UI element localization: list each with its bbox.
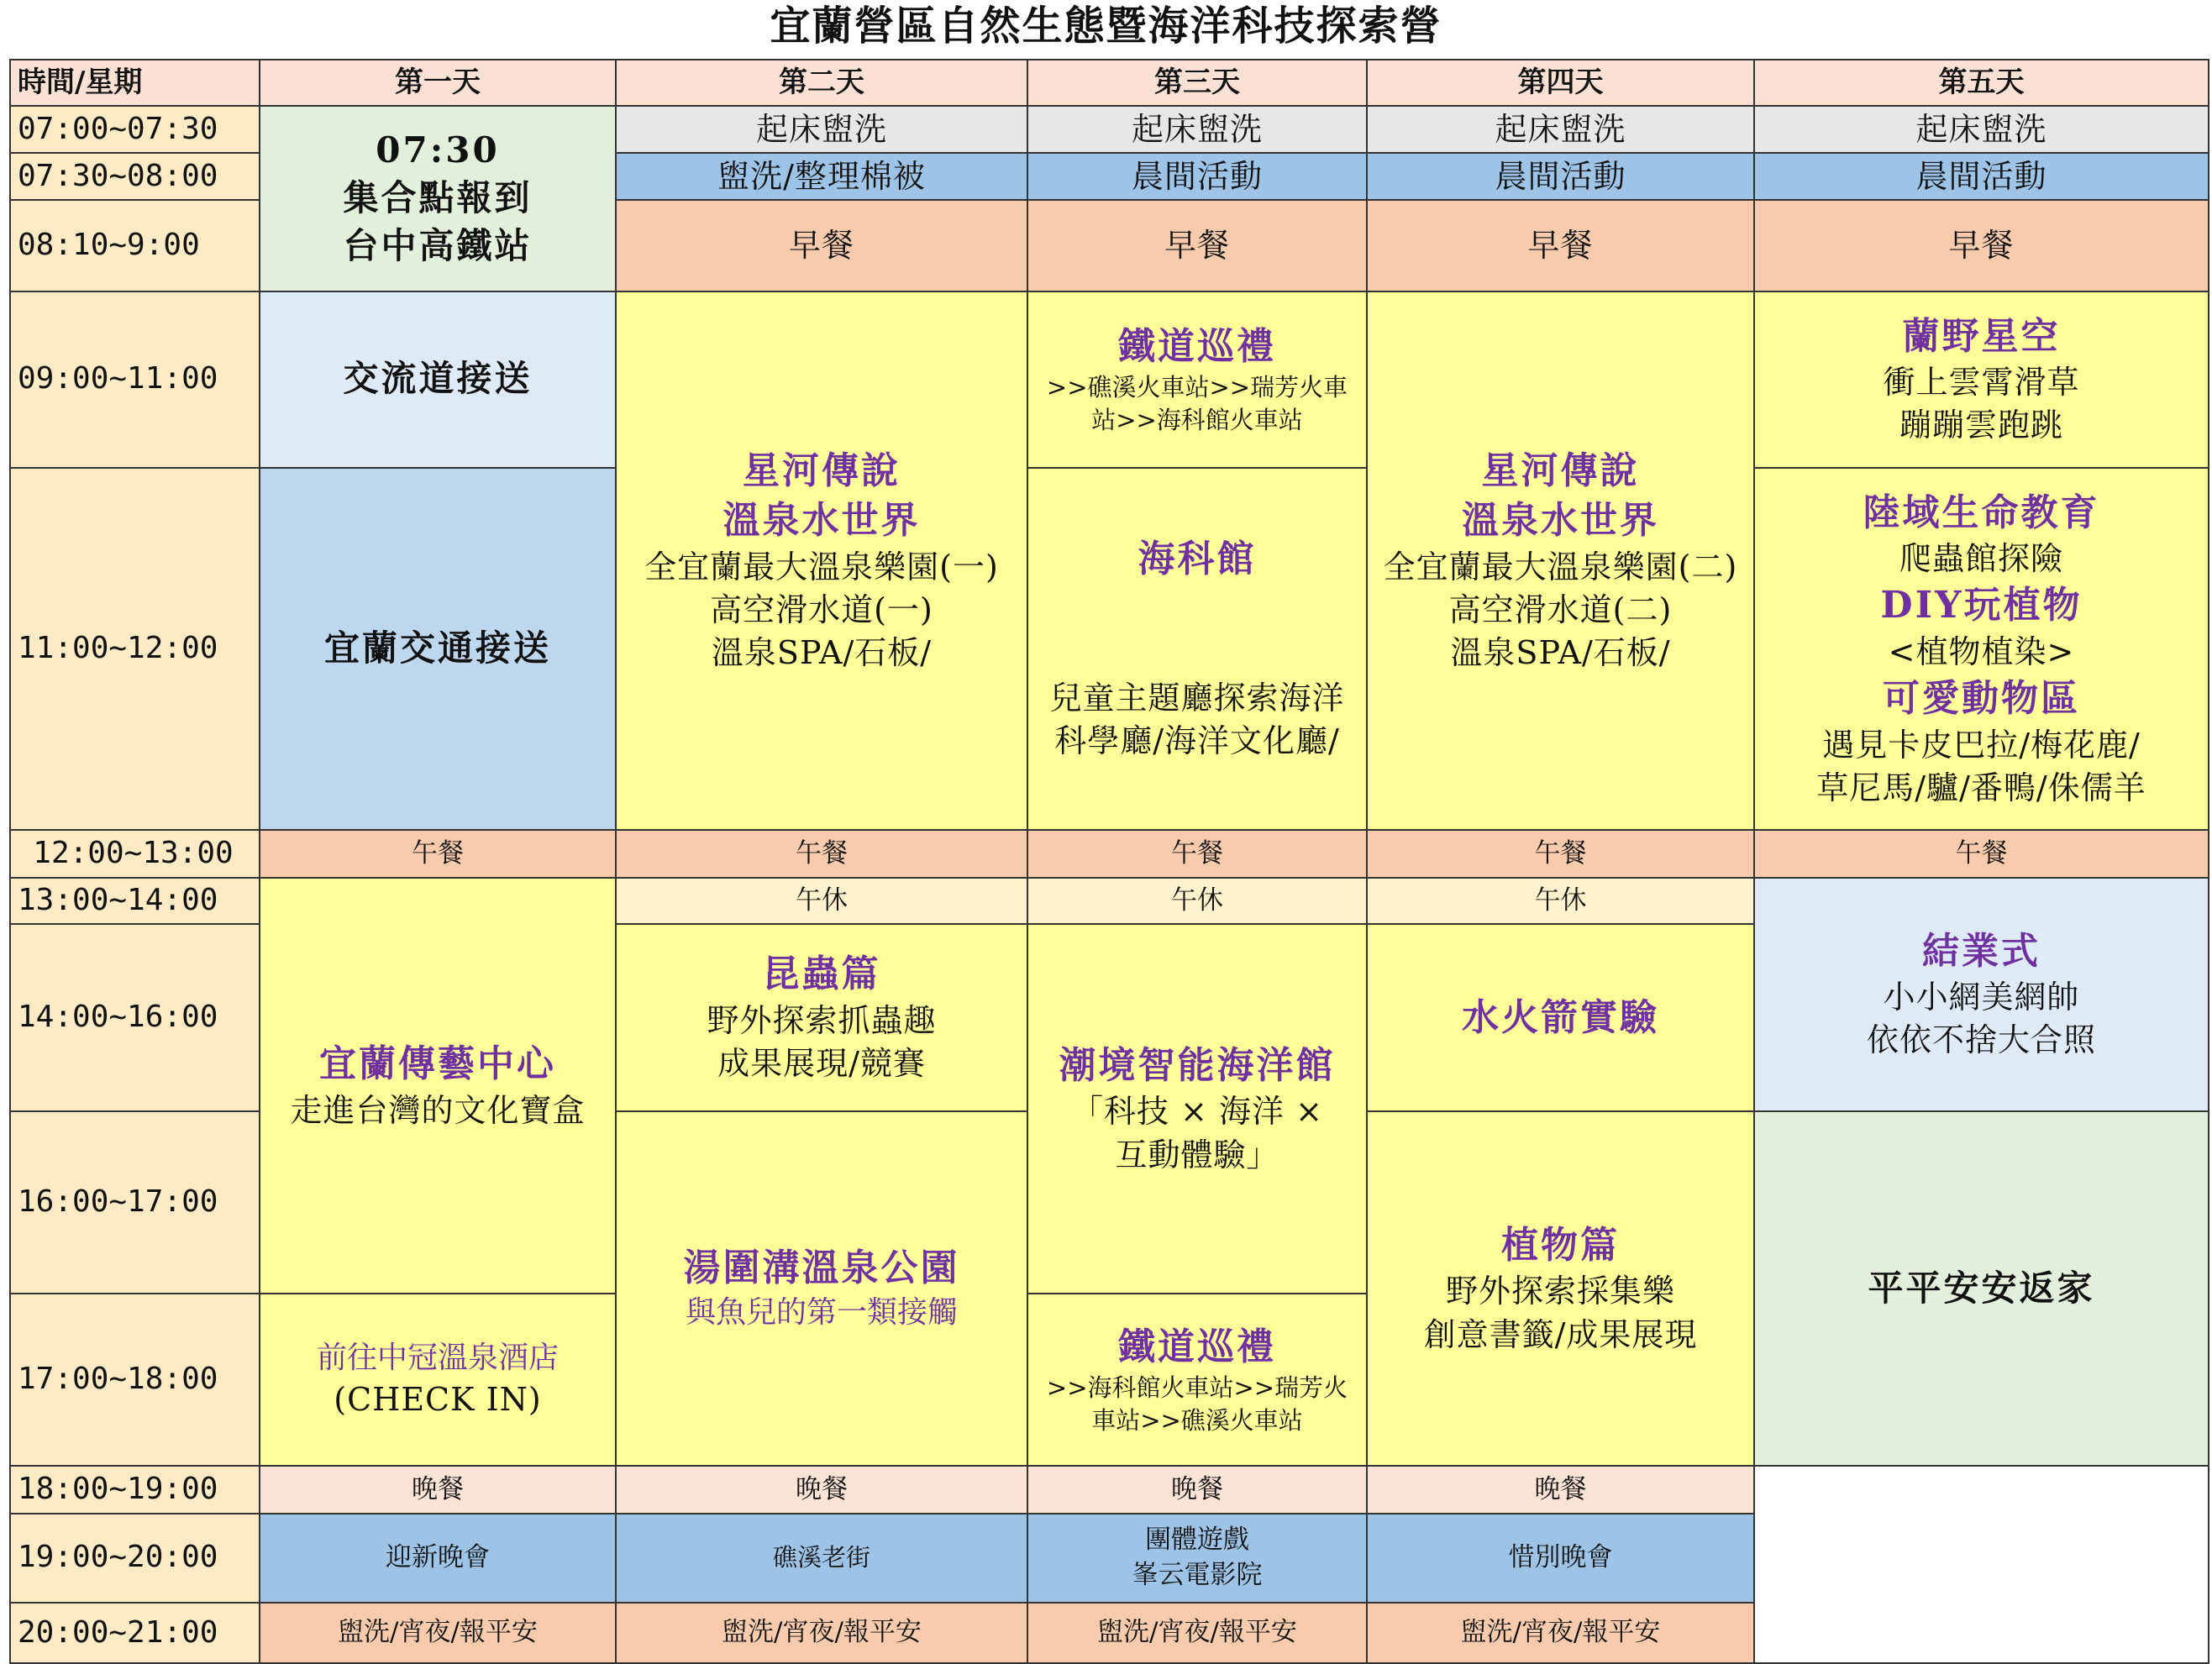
day2-wake: 起床盥洗 <box>616 106 1027 153</box>
day5-star-cell <box>1754 291 2209 468</box>
time-label: 07:00~07:30 <box>10 106 260 153</box>
day-header-4: 第四天 <box>1367 60 1754 106</box>
day3-rail2-cell <box>1027 1294 1367 1466</box>
day4-am-title2: 溫泉水世界 <box>1462 499 1659 543</box>
day3-nap: 午休 <box>1027 878 1367 924</box>
day4-morning: 晨間活動 <box>1367 153 1754 200</box>
day5-animal-line1: 遇見卡皮巴拉/梅花鹿/ <box>1822 726 2141 764</box>
day2-insect-title: 昆蟲篇 <box>762 953 881 996</box>
day1-night: 盥洗/宵夜/報平安 <box>260 1603 616 1663</box>
day3-breakfast: 早餐 <box>1027 200 1367 291</box>
day5-lunch: 午餐 <box>1754 830 2209 878</box>
day2-evening: 礁溪老街 <box>616 1514 1027 1603</box>
day2-am-line3: 溫泉SPA/石板/ <box>711 634 933 672</box>
day1-hotel-cell <box>260 1294 616 1466</box>
day2-night: 盥洗/宵夜/報平安 <box>616 1603 1027 1663</box>
day2-dinner: 晚餐 <box>616 1466 1027 1513</box>
day4-am-title1: 星河傳說 <box>1481 449 1640 492</box>
day1-arts-cell <box>260 878 616 1294</box>
day3-wake: 起床盥洗 <box>1027 106 1367 153</box>
day4-lunch: 午餐 <box>1367 830 1754 878</box>
day4-am-line3: 溫泉SPA/石板/ <box>1450 634 1671 672</box>
day5-diy-line1: <植物植染> <box>1888 633 2075 670</box>
time-label: 14:00~16:00 <box>10 924 260 1110</box>
day3-morning: 晨間活動 <box>1027 153 1367 200</box>
day3-rail2-line1: >>海科館火車站>>瑞芳火 <box>1046 1373 1348 1403</box>
day3-ocean-cell <box>1027 924 1367 1294</box>
day2-am-title2: 溫泉水世界 <box>722 499 921 543</box>
corner-header: 時間/星期 <box>10 60 260 106</box>
day3-rail1-line2: 站>>海科館火車站 <box>1091 406 1303 435</box>
day5-animal-line2: 草尼馬/驢/番鴨/侏儒羊 <box>1816 769 2146 806</box>
day5-star-title: 蘭野星空 <box>1902 314 2061 358</box>
day2-insect-line2: 成果展現/競賽 <box>717 1045 926 1083</box>
day4-am-line1: 全宜蘭最大溫泉樂園(二) <box>1383 548 1738 585</box>
day2-park-title: 湯圍溝溫泉公園 <box>683 1246 960 1289</box>
day-header-3: 第三天 <box>1027 60 1367 106</box>
day5-morning: 晨間活動 <box>1754 153 2209 200</box>
header-row <box>10 60 2209 106</box>
day3-museum-cell <box>1027 468 1367 830</box>
day2-nap: 午休 <box>616 878 1027 924</box>
time-label: 16:00~17:00 <box>10 1111 260 1294</box>
day3-evening-line1: 團體遊戲 <box>1145 1524 1249 1555</box>
day3-ocean-line1: 「科技 × 海洋 × <box>1071 1093 1323 1131</box>
day3-night: 盥洗/宵夜/報平安 <box>1027 1603 1367 1663</box>
day2-insect-line1: 野外探索抓蟲趣 <box>707 1001 937 1039</box>
day1-lunch: 午餐 <box>260 830 616 878</box>
table-row <box>10 468 2209 830</box>
schedule-table <box>9 59 2209 1664</box>
day1-interchange: 交流道接送 <box>260 291 616 468</box>
day-header-1: 第一天 <box>260 60 616 106</box>
time-label: 13:00~14:00 <box>10 878 260 924</box>
day2-park-sub: 與魚兒的第一類接觸 <box>685 1295 958 1331</box>
day1-yilan-transport: 宜蘭交通接送 <box>260 468 616 830</box>
day4-plant-cell <box>1367 1111 1754 1467</box>
time-label: 08:10~9:00 <box>10 200 260 291</box>
day1-hotel-sub: (CHECK IN) <box>334 1381 542 1419</box>
day4-night: 盥洗/宵夜/報平安 <box>1367 1603 1754 1663</box>
day2-insect-cell <box>616 924 1027 1110</box>
table-row <box>10 1466 2209 1513</box>
day3-dinner: 晚餐 <box>1027 1466 1367 1513</box>
day4-evening: 惜別晚會 <box>1367 1514 1754 1603</box>
day5-breakfast: 早餐 <box>1754 200 2209 291</box>
day3-rail1-cell <box>1027 291 1367 468</box>
checkin-station: 台中高鐵站 <box>343 224 533 266</box>
time-label: 07:30~08:00 <box>10 153 260 200</box>
day4-wake: 起床盥洗 <box>1367 106 1754 153</box>
day2-hotspring-cell <box>616 291 1027 830</box>
checkin-place: 集合點報到 <box>343 176 533 218</box>
day5-life-title: 陸域生命教育 <box>1863 491 2100 534</box>
day2-breakfast: 早餐 <box>616 200 1027 291</box>
day3-lunch: 午餐 <box>1027 830 1367 878</box>
day3-ocean-line2: 互動體驗」 <box>1115 1136 1279 1173</box>
day5-life-line1: 爬蟲館探險 <box>1899 540 2063 578</box>
day1-arts-title: 宜蘭傳藝中心 <box>319 1042 556 1086</box>
day4-am-line2: 高空滑水道(二) <box>1448 591 1673 628</box>
day5-wake: 起床盥洗 <box>1754 106 2209 153</box>
day-header-2: 第二天 <box>616 60 1027 106</box>
day5-closing-cell <box>1754 878 2209 1111</box>
day5-diy-title: DIY玩植物 <box>1880 584 2083 627</box>
day5-closing-line1: 小小網美網帥 <box>1883 979 2080 1016</box>
day1-hotel-title: 前往中冠溫泉酒店 <box>316 1340 559 1375</box>
day3-rail1-line1: >>礁溪火車站>>瑞芳火車 <box>1046 373 1348 402</box>
day4-breakfast: 早餐 <box>1367 200 1754 291</box>
day1-checkin-cell <box>260 106 616 291</box>
table-row <box>10 291 2209 468</box>
checkin-time: 07:30 <box>376 129 500 171</box>
table-row <box>10 878 2209 924</box>
day2-park-cell <box>616 1111 1027 1467</box>
day3-rail2-title: 鐵道巡禮 <box>1118 1325 1276 1368</box>
day5-star-line1: 衝上雲霄滑草 <box>1883 364 2080 402</box>
day5-star-line2: 蹦蹦雲跑跳 <box>1899 407 2063 444</box>
day4-plant-title: 植物篇 <box>1501 1223 1620 1267</box>
day3-museum-line1: 兒童主題廳探索海洋 <box>1049 679 1345 717</box>
day2-am-line2: 高空滑水道(一) <box>710 591 933 628</box>
day5-closing-title: 結業式 <box>1922 929 2041 973</box>
day3-evening-line2: 峯云電影院 <box>1132 1559 1263 1590</box>
day5-life-cell <box>1754 468 2209 830</box>
day3-museum-line2: 科學廳/海洋文化廳/ <box>1054 722 1340 760</box>
day5-home: 平平安安返家 <box>1754 1111 2209 1467</box>
time-label: 18:00~19:00 <box>10 1466 260 1513</box>
day4-plant-line2: 創意書籤/成果展現 <box>1423 1315 1698 1353</box>
day4-hotspring-cell <box>1367 291 1754 830</box>
day3-ocean-title: 潮境智能海洋館 <box>1059 1044 1336 1088</box>
page-title: 宜蘭營區自然生態暨海洋科技探索營 <box>770 3 1442 50</box>
time-label: 09:00~11:00 <box>10 291 260 468</box>
day4-plant-line1: 野外探索採集樂 <box>1445 1273 1675 1310</box>
table-row <box>10 830 2209 878</box>
day1-arts-sub: 走進台灣的文化寶盒 <box>290 1091 586 1129</box>
time-label: 19:00~20:00 <box>10 1514 260 1603</box>
day5-closing-line2: 依依不捨大合照 <box>1866 1021 2096 1059</box>
day2-lunch: 午餐 <box>616 830 1027 878</box>
day2-am-title1: 星河傳說 <box>743 449 901 492</box>
day2-am-line1: 全宜蘭最大溫泉樂園(一) <box>644 548 999 585</box>
day3-museum-title: 海科館 <box>1138 538 1257 581</box>
table-row <box>10 106 2209 153</box>
time-label: 12:00~13:00 <box>10 830 260 878</box>
time-label: 20:00~21:00 <box>10 1603 260 1663</box>
day3-rail2-line2: 車站>>礁溪火車站 <box>1091 1406 1303 1436</box>
day5-animal-title: 可愛動物區 <box>1883 677 2080 721</box>
day4-rocket-title: 水火箭實驗 <box>1462 995 1659 1039</box>
day3-evening-cell <box>1027 1514 1367 1603</box>
day2-morning: 盥洗/整理棉被 <box>616 153 1027 200</box>
day1-evening: 迎新晚會 <box>260 1514 616 1603</box>
day-header-5: 第五天 <box>1754 60 2209 106</box>
day4-nap: 午休 <box>1367 878 1754 924</box>
day4-dinner: 晚餐 <box>1367 1466 1754 1513</box>
day4-rocket-cell <box>1367 924 1754 1110</box>
day3-rail1-title: 鐵道巡禮 <box>1118 324 1276 368</box>
day1-dinner: 晚餐 <box>260 1466 616 1513</box>
time-label: 17:00~18:00 <box>10 1294 260 1466</box>
time-label: 11:00~12:00 <box>10 468 260 830</box>
day5-empty-evening <box>1754 1466 2209 1663</box>
